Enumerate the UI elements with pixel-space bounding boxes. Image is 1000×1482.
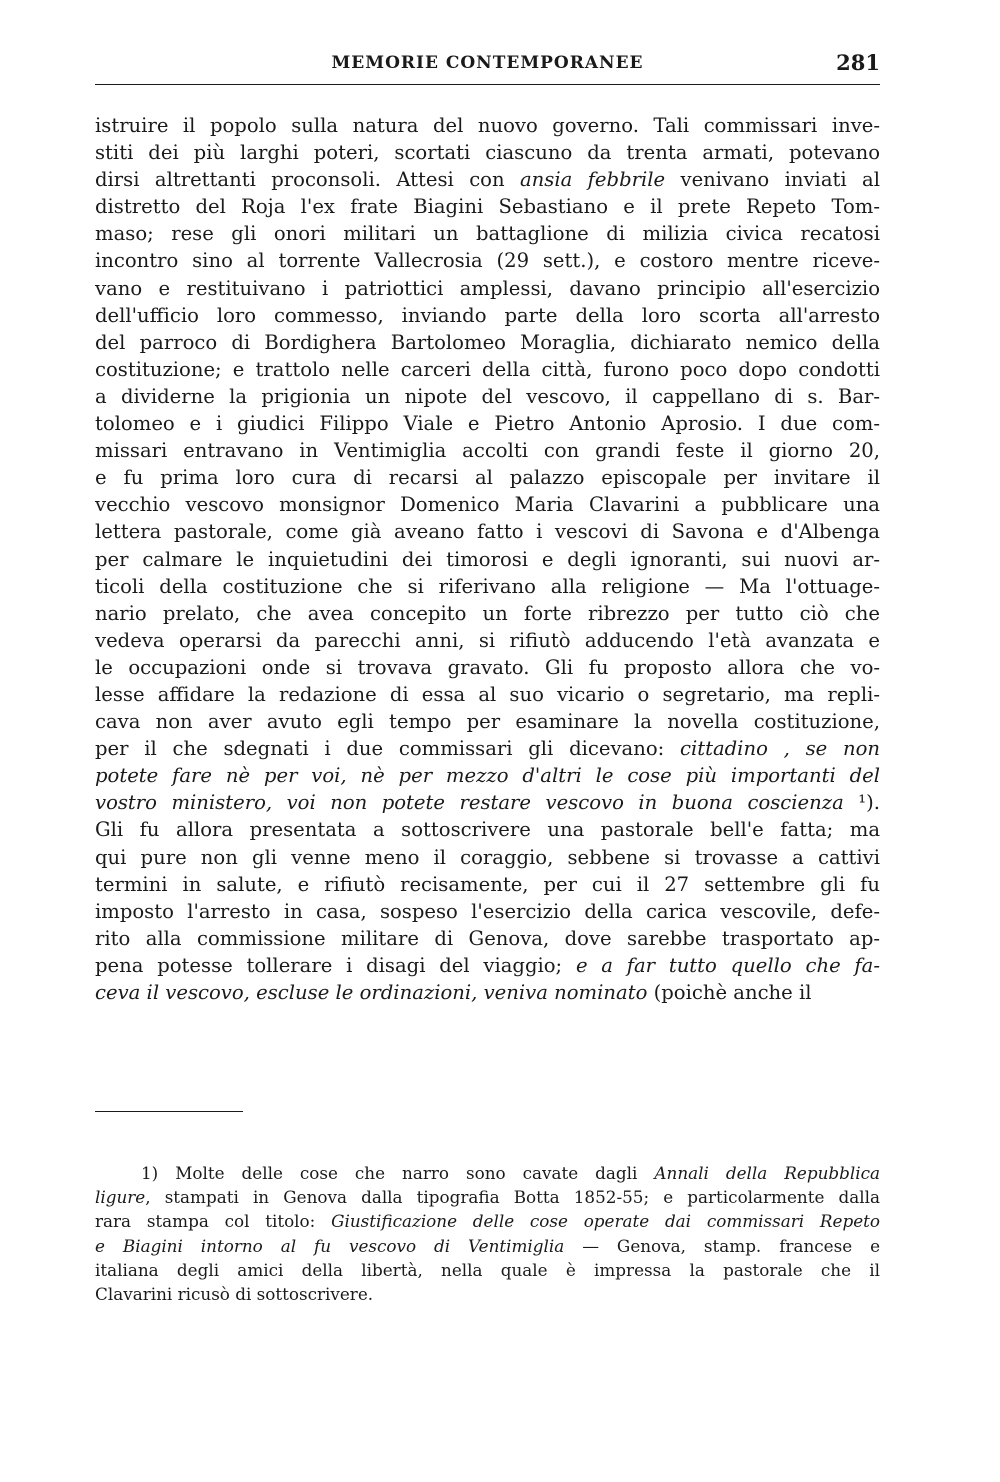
body-line: nario prelato, che avea concepito un forte ribrezzo per tutto ciò che: [95, 601, 880, 625]
body-text-segment: dirsi altrettanti proconsoli. Attesi con: [95, 168, 520, 192]
body-line: imposto l'arresto in casa, sospeso l'esercizio della carica vescovile, defe-: [95, 899, 880, 923]
footnote-italic-segment: Annali della Repubblica: [654, 1163, 881, 1183]
body-text-segment: per il che sdegnati i due commissari gli dicevano:: [95, 737, 680, 761]
body-line: [95, 735, 880, 762]
body-line: per calmare le inquietudini dei timorosi e degli ignoranti, sui nuovi ar-: [95, 547, 880, 571]
body-line: [95, 952, 880, 979]
body-line: dell'ufficio loro commesso, inviando parte della loro scorta all'arresto: [95, 303, 880, 327]
body-line: maso; rese gli onori militari un battaglione di milizia civica recatosi: [95, 222, 880, 246]
body-line: e fu prima loro cura di recarsi al palazzo episcopale per invitare il: [95, 466, 880, 490]
footnote-text-segment: rara stampa col titolo:: [95, 1211, 332, 1232]
footnote-line: [95, 1282, 880, 1306]
body-italic-segment: ansia febbrile: [519, 168, 666, 192]
footnote-line: [95, 1258, 880, 1282]
body-text-segment: (poichè anche il: [647, 981, 812, 1004]
body-line: incontro sino al torrente Vallecrosia (29 sett.), e costoro mentre riceve-: [95, 249, 880, 273]
footnote-text-segment: , stampati in Genova dalla tipografia Botta 1852-55; e particolarmente dalla: [145, 1187, 880, 1208]
body-line: distretto del Roja l'ex frate Biagini Sebastiano e il prete Repeto Tom-: [95, 195, 880, 219]
footnote-text-segment: — Genova, stamp. francese e: [564, 1235, 880, 1256]
body-line: [95, 166, 880, 193]
body-text-segment: ¹).: [843, 791, 880, 815]
footnote-italic-segment: ligure: [95, 1187, 146, 1208]
footnote: [95, 1161, 880, 1306]
page-number: 281: [836, 50, 880, 75]
body-line: qui pure non gli venne meno il coraggio, sebbene si trovasse a cattivi: [95, 845, 880, 869]
body-line: [95, 979, 880, 1006]
body-italic-segment: e a far tutto quello che fa-: [575, 953, 880, 977]
body-text: [95, 112, 880, 1006]
body-line: a dividerne la prigionia un nipote del vescovo, il cappellano di s. Bar-: [95, 384, 880, 408]
body-line: ticoli della costituzione che si riferivano alla religione — Ma l'ottuage-: [95, 574, 880, 598]
running-title: MEMORIE CONTEMPORANEE: [331, 53, 644, 73]
body-line: [95, 762, 880, 789]
footnote-text-segment: italiana degli amici della libertà, nella quale è impressa la pastorale che il: [95, 1259, 880, 1280]
body-line: lesse affidare la redazione di essa al suo vicario o segretario, ma repli-: [95, 682, 880, 706]
body-text-segment: venivano inviati al: [665, 168, 880, 192]
body-line: vecchio vescovo monsignor Domenico Maria Clavarini a pubblicare una: [95, 493, 880, 517]
body-line: missari entravano in Ventimiglia accolti con grandi feste il giorno 20,: [95, 439, 880, 463]
body-italic-segment: potete fare nè per voi, nè per mezzo d'altri le cose più importanti del: [95, 764, 880, 788]
body-line: cava non aver avuto egli tempo per esaminare la novella costituzione,: [95, 710, 880, 734]
body-line: del parroco di Bordighera Bartolomeo Moraglia, dichiarato nemico della: [95, 330, 880, 354]
body-line: costituzione; e trattolo nelle carceri della città, furono poco dopo condotti: [95, 357, 880, 381]
body-line: istruire il popolo sulla natura del nuovo governo. Tali commissari inve-: [95, 114, 880, 137]
body-line: rito alla commissione militare di Genova, dove sarebbe trasportato ap-: [95, 926, 880, 950]
body-italic-segment: cittadino , se non: [679, 737, 881, 761]
footnote-text-segment: Clavarini ricusò di sottoscrivere.: [95, 1284, 374, 1305]
body-italic-segment: ceva il vescovo, escluse le ordinazioni, veniva nominato: [95, 981, 648, 1004]
body-line: [95, 789, 880, 816]
footnote-italic-segment: e Biagini intorno al fu vescovo di Ventimiglia: [95, 1235, 565, 1256]
footnote-line: [95, 1161, 880, 1185]
body-line: stiti dei più larghi poteri, scortati ciascuno da trenta armati, potevano: [95, 141, 880, 165]
footnote-line: [95, 1209, 880, 1233]
footnote-italic-segment: Giustificazione delle cose operate dai commissari Repeto: [331, 1211, 880, 1232]
body-italic-segment: vostro ministero, voi non potete restare vescovo in buona coscienza: [95, 791, 844, 815]
footnote-line: [95, 1185, 880, 1209]
body-line: vano e restituivano i patriottici amplessi, davano principio all'esercizio: [95, 276, 880, 300]
page-header: [95, 50, 880, 85]
body-line: lettera pastorale, come già aveano fatto i vescovi di Savona e d'Albenga: [95, 520, 880, 544]
body-text-segment: pena potesse tollerare i disagi del viaggio;: [95, 953, 576, 977]
footnote-text-segment: 1) Molte delle cose che narro sono cavate dagli: [141, 1163, 655, 1183]
footnote-line: [95, 1234, 880, 1258]
body-line: le occupazioni onde si trovava gravato. Gli fu proposto allora che vo-: [95, 655, 880, 679]
body-line: Gli fu allora presentata a sottoscrivere una pastorale bell'e fatta; ma: [95, 818, 880, 842]
footnote-rule: [95, 1111, 243, 1112]
body-line: vedeva operarsi da parecchi anni, si rifiutò adducendo l'età avanzata e: [95, 628, 880, 652]
body-line: tolomeo e i giudici Filippo Viale e Pietro Antonio Aprosio. I due com-: [95, 412, 880, 436]
body-line: termini in salute, e rifiutò recisamente, per cui il 27 settembre gli fu: [95, 872, 880, 896]
